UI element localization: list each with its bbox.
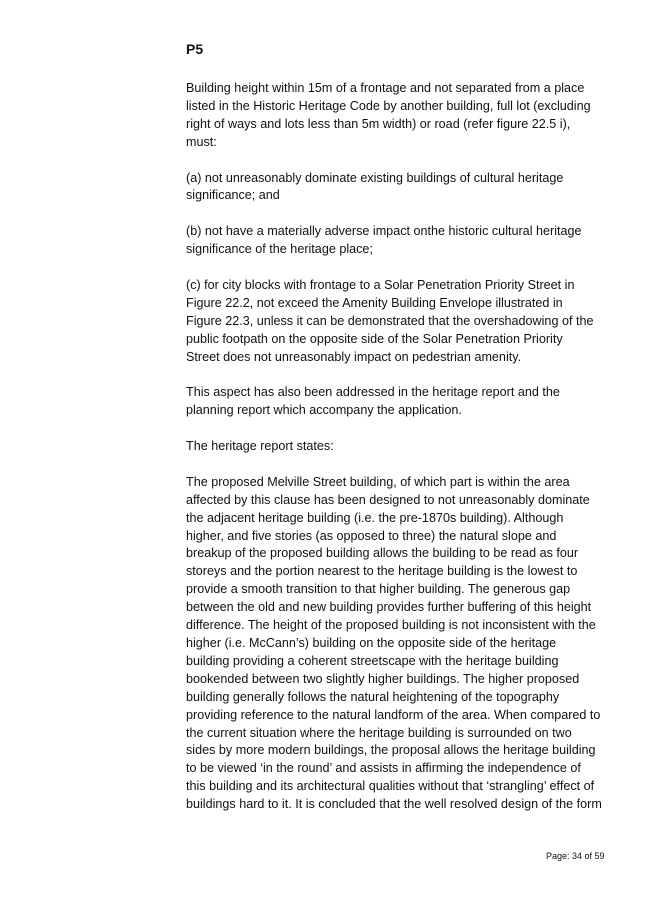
text-line: this building and its architectural qualities without that ‘strangling’ effect of [186, 779, 595, 794]
text-line: storeys and the portion nearest to the heritage building is the lowest to [186, 564, 578, 579]
text-line: This aspect has also been addressed in the heritage report and the [186, 385, 560, 400]
text-line: providing reference to the natural landform of the area. When compared to [186, 707, 601, 722]
text-line: significance; and [186, 188, 280, 203]
text-line: listed in the Historic Heritage Code by another building, full lot (excluding [186, 98, 591, 113]
text-line: affected by this clause has been designed to not unreasonably dominate [186, 492, 590, 507]
document-body [186, 40, 606, 832]
text-line: must: [186, 134, 217, 149]
text-line: higher, and five stories (as opposed to three) the natural slope and [186, 528, 557, 543]
paragraph-criterion-a [186, 170, 606, 206]
text-line: building generally follows the natural heightening of the topography [186, 689, 560, 704]
text-line: Figure 22.3, unless it can be demonstrated that the overshadowing of the [186, 313, 594, 328]
text-line: Street does not unreasonably impact on pedestrian amenity. [186, 349, 522, 364]
text-line: bookended between two slightly higher buildings. The higher proposed [186, 671, 580, 686]
page-number: Page: 34 of 59 [546, 851, 605, 861]
text-line: The proposed Melville Street building, of which part is within the area [186, 474, 570, 489]
text-line: building providing a coherent streetscape with the heritage building [186, 653, 559, 668]
text-line: breakup of the proposed building allows the building to be read as four [186, 546, 579, 561]
text-line: higher (i.e. McCann’s) building on the opposite side of the heritage [186, 636, 557, 650]
text-line: public footpath on the opposite side of the Solar Penetration Priority [186, 331, 563, 346]
text-line: the current situation where the heritage building is surrounded on two [186, 725, 572, 740]
text-line: difference. The height of the proposed building is not inconsistent with the [186, 618, 596, 633]
text-line: to be viewed ‘in the round’ and assists in affirming the independence of [186, 761, 581, 776]
text-line: the adjacent heritage building (i.e. the pre-1870s building). Although [186, 510, 564, 525]
text-line: sides by more modern buildings, the proposal allows the heritage building [186, 743, 596, 758]
text-line: significance of the heritage place; [186, 242, 373, 257]
paragraph-criterion-b [186, 223, 606, 259]
text-line: provide a smooth transition to that higher building. The generous gap [186, 582, 571, 597]
text-line: (a) not unreasonably dominate existing buildings of cultural heritage [186, 170, 564, 185]
section-heading: P5 [186, 41, 204, 57]
paragraph-building-height [186, 80, 606, 152]
text-line: right of ways and lots less than 5m width) or road (refer figure 22.5 i), [186, 116, 571, 131]
text-line: buildings hard to it. It is concluded that the well resolved design of the form [186, 797, 602, 812]
text-line: Building height within 15m of a frontage and not separated from a place [186, 81, 585, 95]
paragraph-aspect-addressed [186, 384, 606, 420]
text-line: Figure 22.2, not exceed the Amenity Building Envelope illustrated in [186, 295, 563, 310]
text-line: The heritage report states: [186, 439, 334, 454]
text-line: (b) not have a materially adverse impact onthe historic cultural heritage [186, 224, 582, 239]
text-line: (c) for city blocks with frontage to a Solar Penetration Priority Street in [186, 277, 575, 292]
text-line: planning report which accompany the application. [186, 403, 462, 418]
paragraph-heritage-report-intro [186, 438, 606, 456]
text-line: between the old and new building provides further buffering of this height [186, 600, 592, 615]
paragraph-heritage-report-quote [186, 474, 606, 814]
paragraph-criterion-c [186, 277, 606, 367]
